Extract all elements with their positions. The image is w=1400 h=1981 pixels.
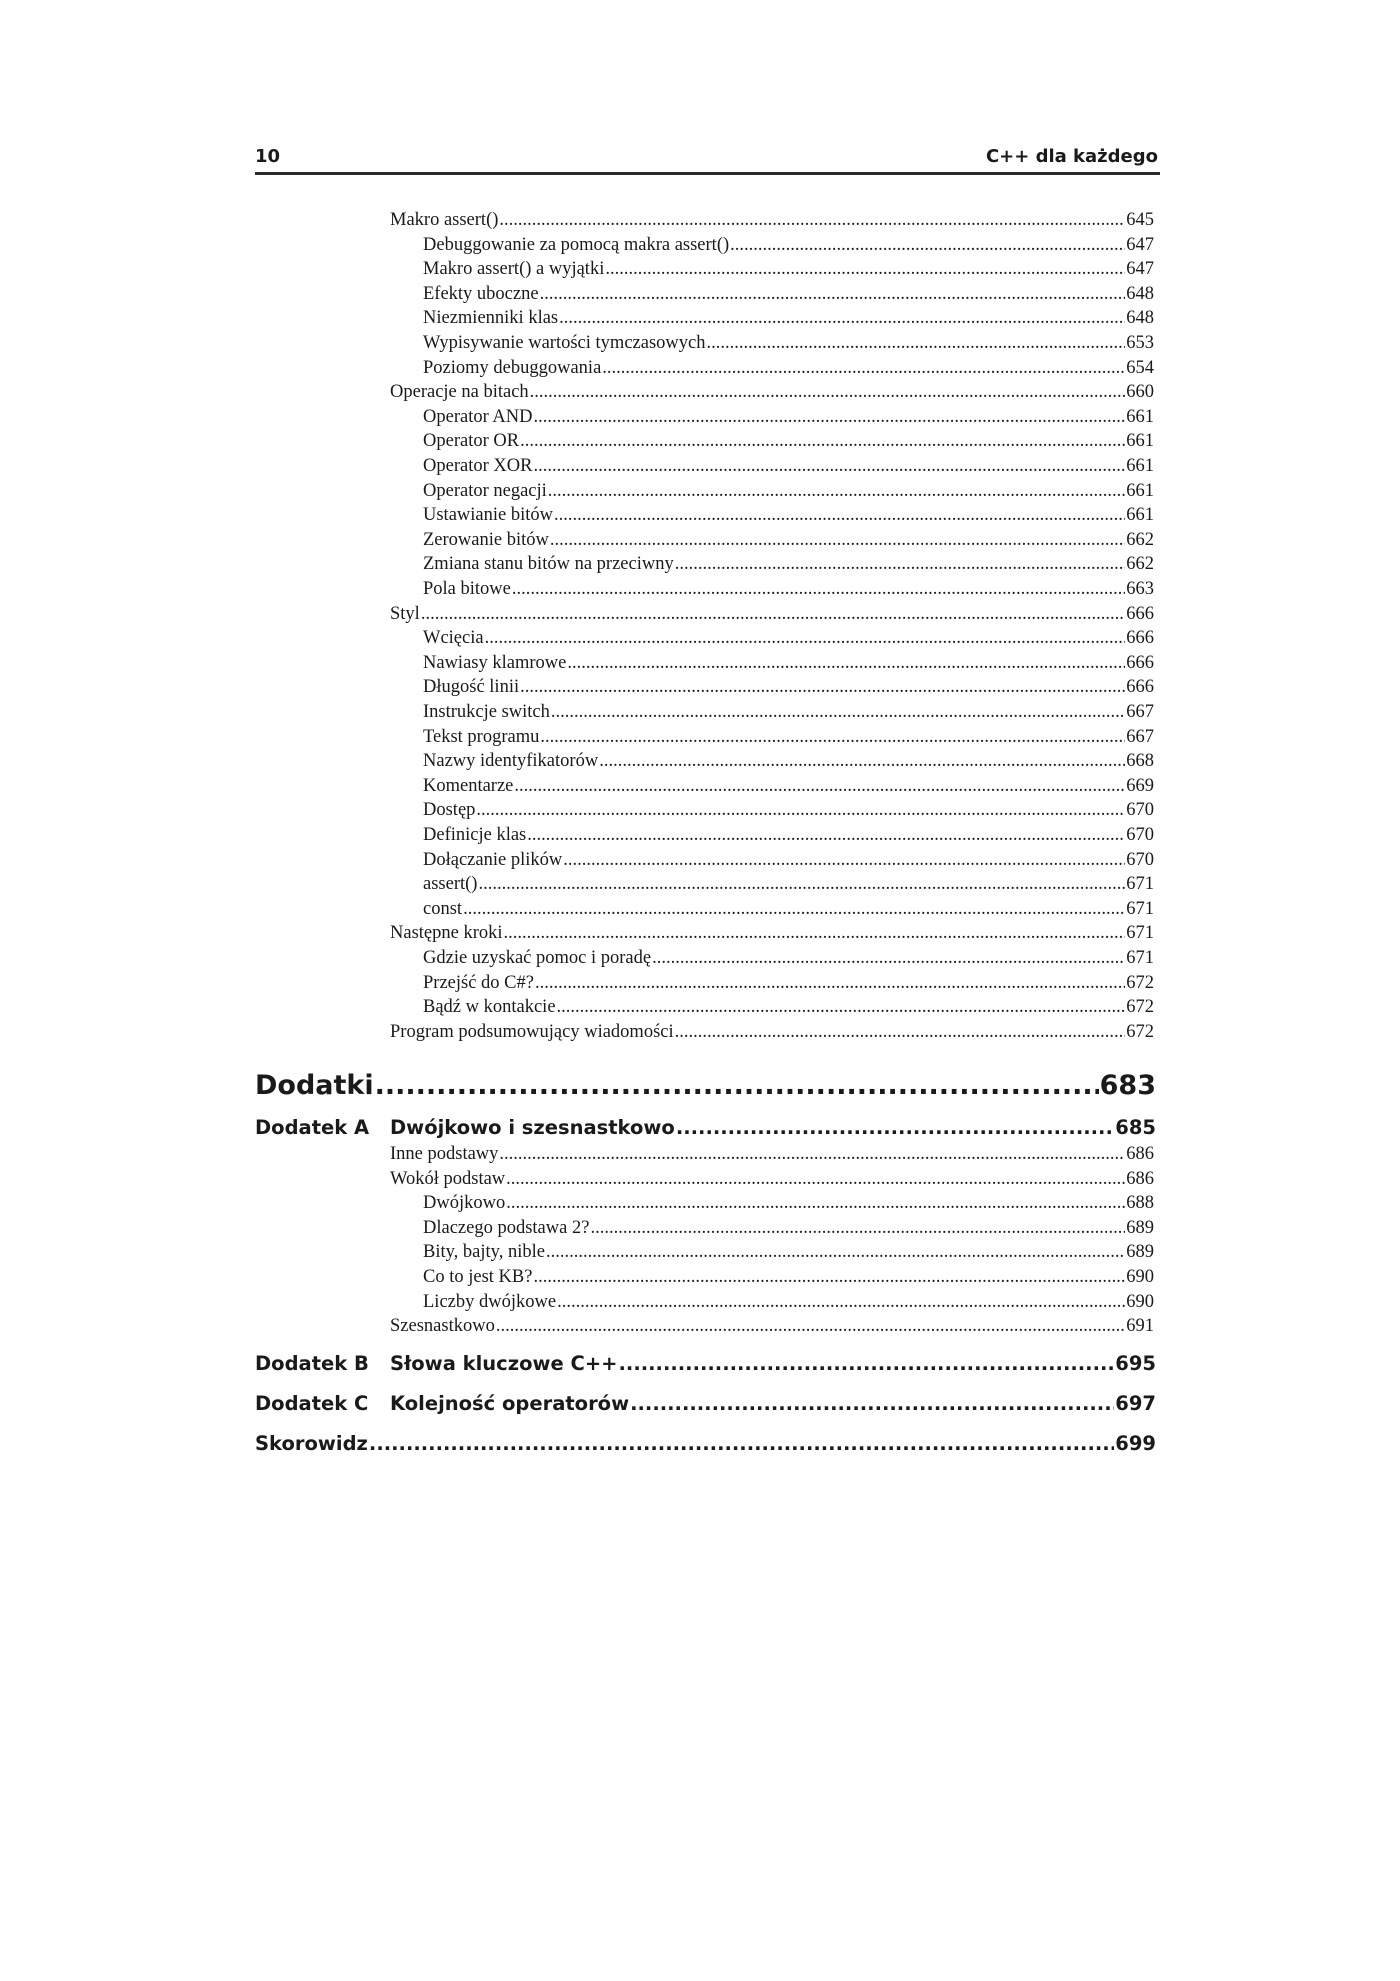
book-title: C++ dla każdego bbox=[985, 146, 1158, 167]
entry-title: Zerowanie bitów bbox=[423, 529, 549, 550]
leader-dots bbox=[506, 1169, 1125, 1190]
index-heading[interactable] bbox=[255, 1432, 1156, 1460]
toc-entry[interactable] bbox=[390, 1169, 1154, 1193]
leader-dots bbox=[546, 1242, 1125, 1263]
running-header bbox=[255, 144, 1160, 175]
leader-dots bbox=[619, 1352, 1115, 1375]
entry-page: 663 bbox=[1126, 579, 1154, 599]
leader-dots bbox=[527, 825, 1125, 846]
entry-title: Długość linii bbox=[423, 677, 520, 698]
entry-page: 661 bbox=[1126, 431, 1154, 452]
leader-dots bbox=[557, 1292, 1125, 1313]
entry-page: 647 bbox=[1126, 234, 1154, 255]
leader-dots bbox=[599, 751, 1125, 772]
toc-entry[interactable] bbox=[423, 899, 1154, 923]
entry-page: 648 bbox=[1126, 283, 1154, 304]
leader-dots bbox=[485, 628, 1126, 649]
page-number: 10 bbox=[255, 146, 281, 167]
entry-title: Instrukcje switch bbox=[423, 702, 550, 722]
toc-entry[interactable] bbox=[423, 702, 1154, 726]
appendix-page: 695 bbox=[1115, 1352, 1156, 1375]
entry-page: 671 bbox=[1126, 898, 1154, 919]
entry-page: 654 bbox=[1126, 357, 1154, 378]
entry-page: 653 bbox=[1126, 333, 1154, 353]
entry-page: 668 bbox=[1126, 751, 1154, 772]
toc-entry[interactable] bbox=[423, 825, 1154, 849]
toc-entry[interactable] bbox=[423, 407, 1154, 431]
entry-page: 647 bbox=[1126, 259, 1154, 280]
entry-title: Debuggowanie za pomocą makra assert() bbox=[423, 234, 730, 255]
leader-dots bbox=[504, 923, 1126, 944]
toc-entry[interactable] bbox=[390, 1022, 1154, 1046]
part-heading-dodatki[interactable] bbox=[255, 1070, 1156, 1106]
entry-page: 645 bbox=[1126, 210, 1154, 230]
entry-page: 670 bbox=[1126, 800, 1154, 821]
entry-page: 660 bbox=[1126, 382, 1154, 403]
entry-page: 686 bbox=[1126, 1168, 1154, 1189]
entry-title: Komentarze bbox=[423, 775, 514, 796]
entry-page: 671 bbox=[1126, 948, 1154, 968]
leader-dots bbox=[535, 973, 1125, 994]
toc-entry[interactable] bbox=[423, 874, 1154, 898]
entry-page: 688 bbox=[1126, 1193, 1154, 1214]
entry-title: Liczby dwójkowe bbox=[423, 1291, 557, 1312]
entry-title: Pola bitowe bbox=[423, 579, 511, 599]
appendix-c-heading[interactable] bbox=[255, 1392, 1156, 1420]
toc-entry[interactable] bbox=[423, 554, 1154, 578]
leader-dots bbox=[496, 1316, 1125, 1337]
toc-entry[interactable] bbox=[423, 284, 1154, 308]
entry-title: Operator negacji bbox=[423, 480, 547, 501]
toc-entry[interactable] bbox=[423, 800, 1154, 824]
entry-title: Dwójkowo bbox=[423, 1193, 506, 1214]
leader-dots bbox=[559, 308, 1125, 329]
leader-dots bbox=[540, 284, 1126, 305]
leader-dots bbox=[533, 407, 1125, 428]
entry-title: Wcięcia bbox=[423, 628, 484, 649]
leader-dots bbox=[520, 431, 1125, 452]
toc-entry[interactable] bbox=[423, 677, 1154, 701]
entry-title: const bbox=[423, 898, 463, 919]
entry-title: Makro assert() bbox=[390, 210, 499, 230]
entry-page: 669 bbox=[1126, 775, 1154, 796]
entry-page: 690 bbox=[1126, 1267, 1154, 1287]
toc-entry[interactable] bbox=[423, 997, 1154, 1021]
leader-dots bbox=[602, 358, 1125, 379]
leader-dots bbox=[476, 800, 1125, 821]
entry-title: Co to jest KB? bbox=[423, 1267, 533, 1287]
toc-entry[interactable] bbox=[423, 259, 1154, 283]
entry-page: 672 bbox=[1126, 1021, 1154, 1042]
entry-title: Bądź w kontakcie bbox=[423, 997, 556, 1018]
leader-dots bbox=[421, 604, 1125, 625]
entry-page: 667 bbox=[1126, 726, 1154, 747]
toc-entry[interactable] bbox=[390, 210, 1154, 234]
leader-dots bbox=[478, 874, 1125, 895]
leader-dots bbox=[706, 333, 1125, 354]
entry-title: Operator OR bbox=[423, 431, 520, 452]
leader-dots bbox=[533, 1267, 1125, 1288]
leader-dots bbox=[730, 235, 1125, 256]
entry-title: Ustawianie bitów bbox=[423, 505, 553, 526]
entry-title: Wypisywanie wartości tymczasowych bbox=[423, 333, 706, 353]
appendix-page: 697 bbox=[1115, 1392, 1156, 1415]
entry-title: Efekty uboczne bbox=[423, 283, 539, 304]
entry-page: 648 bbox=[1126, 308, 1154, 329]
toc-entry[interactable] bbox=[423, 308, 1154, 332]
toc-entry[interactable] bbox=[423, 431, 1154, 455]
part-title: Dodatki bbox=[255, 1070, 374, 1101]
entry-page: 666 bbox=[1126, 652, 1154, 673]
entry-page: 667 bbox=[1126, 702, 1154, 722]
toc-entry[interactable] bbox=[423, 481, 1154, 505]
toc-entry[interactable] bbox=[423, 628, 1154, 652]
entry-title: Dołączanie plików bbox=[423, 849, 563, 870]
leader-dots bbox=[512, 579, 1125, 600]
toc-entry[interactable] bbox=[423, 973, 1154, 997]
leader-dots bbox=[630, 1392, 1114, 1415]
leader-dots bbox=[590, 1218, 1125, 1239]
toc-entry[interactable] bbox=[423, 776, 1154, 800]
toc-entry[interactable] bbox=[423, 579, 1154, 603]
toc-entry[interactable] bbox=[423, 530, 1154, 554]
leader-dots bbox=[554, 505, 1125, 526]
toc-entry[interactable] bbox=[423, 505, 1154, 529]
leader-dots bbox=[605, 259, 1125, 280]
toc-entry[interactable] bbox=[423, 358, 1154, 382]
appendix-title: Dwójkowo i szesnastkowo bbox=[390, 1116, 675, 1139]
leader-dots bbox=[548, 481, 1125, 502]
entry-page: 661 bbox=[1126, 480, 1154, 501]
entry-title: Operacje na bitach bbox=[390, 382, 529, 403]
entry-page: 666 bbox=[1126, 677, 1154, 698]
toc-entry[interactable] bbox=[423, 727, 1154, 751]
leader-dots bbox=[375, 1070, 1099, 1101]
leader-dots bbox=[551, 702, 1125, 723]
toc-entry[interactable] bbox=[423, 850, 1154, 874]
entry-page: 672 bbox=[1126, 997, 1154, 1018]
entry-page: 666 bbox=[1126, 603, 1154, 624]
toc-entry[interactable] bbox=[390, 923, 1154, 947]
toc-entry[interactable] bbox=[390, 1144, 1154, 1168]
toc-entry[interactable] bbox=[423, 456, 1154, 480]
leader-dots bbox=[557, 997, 1126, 1018]
toc-entry[interactable] bbox=[423, 1242, 1154, 1266]
entry-title: Bity, bajty, nible bbox=[423, 1242, 545, 1263]
toc-entry[interactable] bbox=[423, 751, 1154, 775]
entry-title: Następne kroki bbox=[390, 923, 503, 944]
entry-title: Operator AND bbox=[423, 406, 533, 427]
entry-title: Nawiasy klamrowe bbox=[423, 652, 567, 673]
entry-title: Inne podstawy bbox=[390, 1144, 499, 1164]
leader-dots bbox=[369, 1432, 1114, 1455]
entry-title: Gdzie uzyskać pomoc i poradę bbox=[423, 948, 652, 968]
toc-entry[interactable] bbox=[423, 1267, 1154, 1291]
entry-title: Styl bbox=[390, 603, 420, 624]
entry-page: 670 bbox=[1126, 849, 1154, 870]
leader-dots bbox=[499, 1144, 1125, 1165]
toc-entry[interactable] bbox=[423, 235, 1154, 259]
entry-page: 666 bbox=[1126, 628, 1154, 649]
leader-dots bbox=[567, 653, 1125, 674]
entry-page: 671 bbox=[1126, 874, 1154, 895]
entry-title: Makro assert() a wyjątki bbox=[423, 259, 605, 280]
appendix-label: Dodatek C bbox=[255, 1392, 369, 1415]
appendix-label: Dodatek A bbox=[255, 1116, 370, 1139]
entry-page: 662 bbox=[1126, 529, 1154, 550]
toc-entry[interactable] bbox=[390, 1316, 1154, 1340]
entry-title: Dlaczego podstawa 2? bbox=[423, 1217, 590, 1238]
leader-dots bbox=[499, 210, 1125, 231]
leader-dots bbox=[533, 456, 1125, 477]
entry-title: Przejść do C#? bbox=[423, 972, 534, 993]
appendix-title: Kolejność operatorów bbox=[390, 1392, 630, 1415]
leader-dots bbox=[514, 776, 1125, 797]
leader-dots bbox=[463, 899, 1125, 920]
leader-dots bbox=[676, 1116, 1114, 1139]
entry-page: 661 bbox=[1126, 505, 1154, 526]
entry-title: Szesnastkowo bbox=[390, 1316, 495, 1337]
toc-entry[interactable] bbox=[423, 1292, 1154, 1316]
leader-dots bbox=[652, 948, 1125, 969]
leader-dots bbox=[675, 1022, 1126, 1043]
appendix-b-heading[interactable] bbox=[255, 1352, 1156, 1380]
leader-dots bbox=[550, 530, 1125, 551]
entry-page: 671 bbox=[1126, 923, 1154, 944]
toc-entry[interactable] bbox=[423, 948, 1154, 972]
leader-dots bbox=[506, 1193, 1125, 1214]
leader-dots bbox=[520, 677, 1125, 698]
leader-dots bbox=[530, 382, 1126, 403]
entry-title: Tekst programu bbox=[423, 726, 540, 747]
entry-title: Program podsumowujący wiadomości bbox=[390, 1021, 674, 1042]
entry-page: 690 bbox=[1126, 1291, 1154, 1312]
entry-title: Wokół podstaw bbox=[390, 1168, 506, 1189]
toc-entry[interactable] bbox=[423, 1218, 1154, 1242]
leader-dots bbox=[563, 850, 1125, 871]
toc-entry[interactable] bbox=[423, 653, 1154, 677]
leader-dots bbox=[540, 727, 1125, 748]
entry-page: 672 bbox=[1126, 972, 1154, 993]
entry-title: Niezmienniki klas bbox=[423, 308, 559, 329]
toc-entry[interactable] bbox=[390, 382, 1154, 406]
entry-page: 689 bbox=[1126, 1242, 1154, 1263]
appendix-a-heading[interactable] bbox=[255, 1116, 1156, 1144]
toc-entry[interactable] bbox=[390, 604, 1154, 628]
part-page: 683 bbox=[1099, 1070, 1156, 1101]
entry-title: Definicje klas bbox=[423, 825, 527, 845]
entry-page: 661 bbox=[1126, 406, 1154, 427]
entry-title: Zmiana stanu bitów na przeciwny bbox=[423, 554, 674, 575]
entry-page: 689 bbox=[1126, 1217, 1154, 1238]
entry-title: Nazwy identyfikatorów bbox=[423, 751, 599, 772]
entry-title: Poziomy debuggowania bbox=[423, 357, 602, 378]
entry-page: 686 bbox=[1126, 1144, 1154, 1164]
index-title: Skorowidz bbox=[255, 1432, 368, 1455]
leader-dots bbox=[675, 554, 1126, 575]
entry-page: 662 bbox=[1126, 554, 1154, 575]
entry-page: 661 bbox=[1126, 456, 1154, 476]
toc-entry[interactable] bbox=[423, 1193, 1154, 1217]
index-page: 699 bbox=[1115, 1432, 1156, 1455]
appendix-label: Dodatek B bbox=[255, 1352, 369, 1375]
appendix-title: Słowa kluczowe C++ bbox=[390, 1352, 618, 1375]
toc-entry[interactable] bbox=[423, 333, 1154, 357]
entry-page: 691 bbox=[1126, 1316, 1154, 1337]
entry-title: assert() bbox=[423, 874, 478, 895]
entry-title: Operator XOR bbox=[423, 456, 533, 476]
entry-title: Dostęp bbox=[423, 800, 476, 821]
entry-page: 670 bbox=[1126, 825, 1154, 845]
appendix-page: 685 bbox=[1115, 1116, 1156, 1139]
